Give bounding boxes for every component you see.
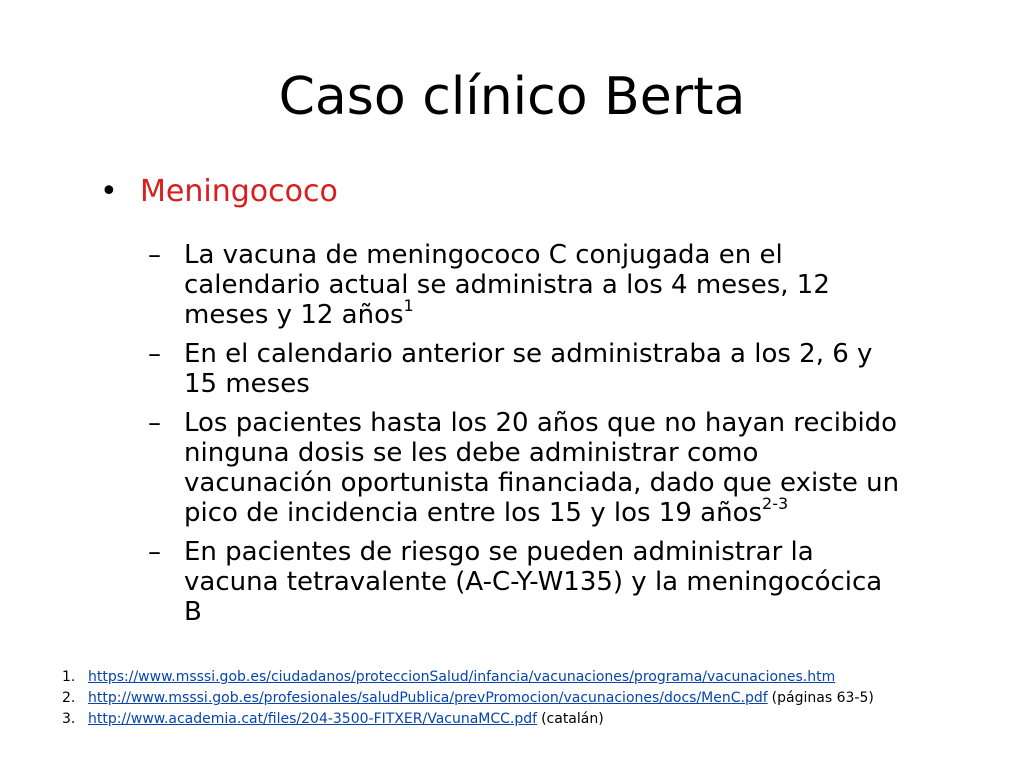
list-item-text: Los pacientes hasta los 20 años que no hayan recibido ninguna dosis se les debe administrar como vacunación oportunista financiada, dado que existe un pico de incidencia entre los 15 y los 19 años$^{2-3}$	[184, 408, 900, 528]
citation-superscript: 1	[403, 296, 414, 315]
list-item-text: En el calendario anterior se administraba a los 2, 6 y 15 meses	[184, 339, 873, 399]
reference-item	[62, 688, 874, 709]
reference-item	[62, 667, 874, 688]
reference-number: 1.	[62, 669, 76, 685]
dash-marker: –	[148, 339, 161, 369]
dash-marker: –	[148, 408, 161, 438]
list-item	[148, 339, 908, 399]
list-item	[148, 240, 908, 330]
references-list	[62, 667, 874, 730]
reference-note: (páginas 63-5)	[771, 690, 874, 706]
section-label: Meningococo	[140, 174, 338, 209]
dash-marker: –	[148, 240, 161, 270]
reference-link[interactable]: http://www.msssi.gob.es/profesionales/saludPublica/prevPromocion/vacunaciones/docs/MenC.pdf	[88, 690, 768, 706]
list-item	[148, 408, 908, 528]
list-item-text: En pacientes de riesgo se pueden administrar la vacuna tetravalente (A-C-Y-W135) y la meningocócica B	[184, 537, 883, 627]
list-item	[148, 537, 908, 627]
reference-number: 3.	[62, 711, 76, 727]
slide-title: Caso clínico Berta	[278, 67, 746, 127]
reference-note: (catalán)	[541, 711, 604, 727]
citation-superscript: 2-3	[762, 494, 789, 513]
section-heading	[100, 170, 338, 214]
dash-marker: –	[148, 537, 161, 567]
reference-number: 2.	[62, 690, 76, 706]
sub-bullet-list	[148, 240, 908, 636]
reference-link[interactable]: http://www.academia.cat/files/204-3500-FITXER/VacunaMCC.pdf	[88, 711, 538, 727]
bullet-marker: •	[100, 174, 118, 209]
list-item-text: La vacuna de meningococo C conjugada en el calendario actual se administra a los 4 meses, 12 meses y 12 años$^1$	[184, 240, 830, 330]
reference-item	[62, 709, 874, 730]
reference-link[interactable]: https://www.msssi.gob.es/ciudadanos/proteccionSalud/infancia/vacunaciones/programa/vacunaciones.htm	[88, 669, 836, 685]
